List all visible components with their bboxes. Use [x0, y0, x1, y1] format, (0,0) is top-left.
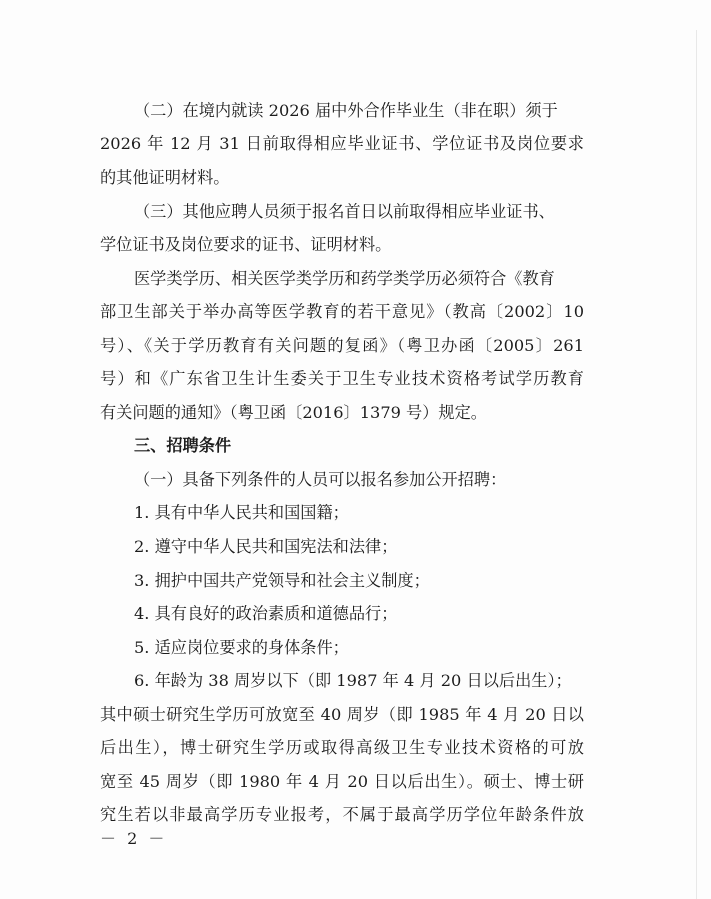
para-line: 学位证书及岗位要求的证书、证明材料。: [100, 235, 392, 254]
para-line: 宽至 45 周岁（即 1980 年 4 月 20 日以后出生）。硕士、博士研: [100, 772, 584, 791]
page-edge-shadow: [696, 30, 697, 899]
list-item: 4. 具有良好的政治素质和道德品行；: [134, 604, 398, 623]
para-line: （二）在境内就读 2026 届中外合作毕业生（非在职）须于: [134, 101, 558, 120]
list-item: 3. 拥护中国共产党领导和社会主义制度；: [134, 571, 430, 590]
para-line: 的其他证明材料。: [100, 168, 230, 187]
page-number: － 2 －: [100, 829, 168, 848]
para-line: 医学类学历、相关医学类学历和药学类学历必须符合《教育: [134, 269, 555, 288]
para-line: 2026 年 12 月 31 日前取得相应毕业证书、学位证书及岗位要求: [100, 134, 584, 153]
para-line: 究生若以非最高学历专业报考，不属于最高学历学位年龄条件放: [100, 805, 584, 824]
para-line: 号）、《关于学历教育有关问题的复函》（粤卫办函〔2005〕261: [100, 336, 584, 355]
section-heading: 三、招聘条件: [134, 436, 232, 455]
list-item: 2. 遵守中华人民共和国宪法和法律；: [134, 537, 398, 556]
para-line: 部卫生部关于举办高等医学教育的若干意见》（教高〔2002〕10: [100, 302, 584, 321]
para-line: 号）和《广东省卫生计生委关于卫生专业技术资格考试学历教育: [100, 369, 584, 388]
para-line: （一）具备下列条件的人员可以报名参加公开招聘：: [134, 470, 507, 489]
para-line: （三）其他应聘人员须于报名首日以前取得相应毕业证书、: [134, 202, 555, 221]
para-line: 有关问题的通知》（粤卫函〔2016〕1379 号）规定。: [100, 403, 487, 422]
list-item: 6. 年龄为 38 周岁以下（即 1987 年 4 月 20 日以后出生）；: [134, 671, 572, 690]
list-item: 1. 具有中华人民共和国国籍；: [134, 503, 349, 522]
para-line: 其中硕士研究生学历可放宽至 40 周岁（即 1985 年 4 月 20 日以: [100, 705, 584, 724]
para-line: 后出生），博士研究生学历或取得高级卫生专业技术资格的可放: [100, 738, 584, 757]
list-item: 5. 适应岗位要求的身体条件；: [134, 638, 349, 657]
